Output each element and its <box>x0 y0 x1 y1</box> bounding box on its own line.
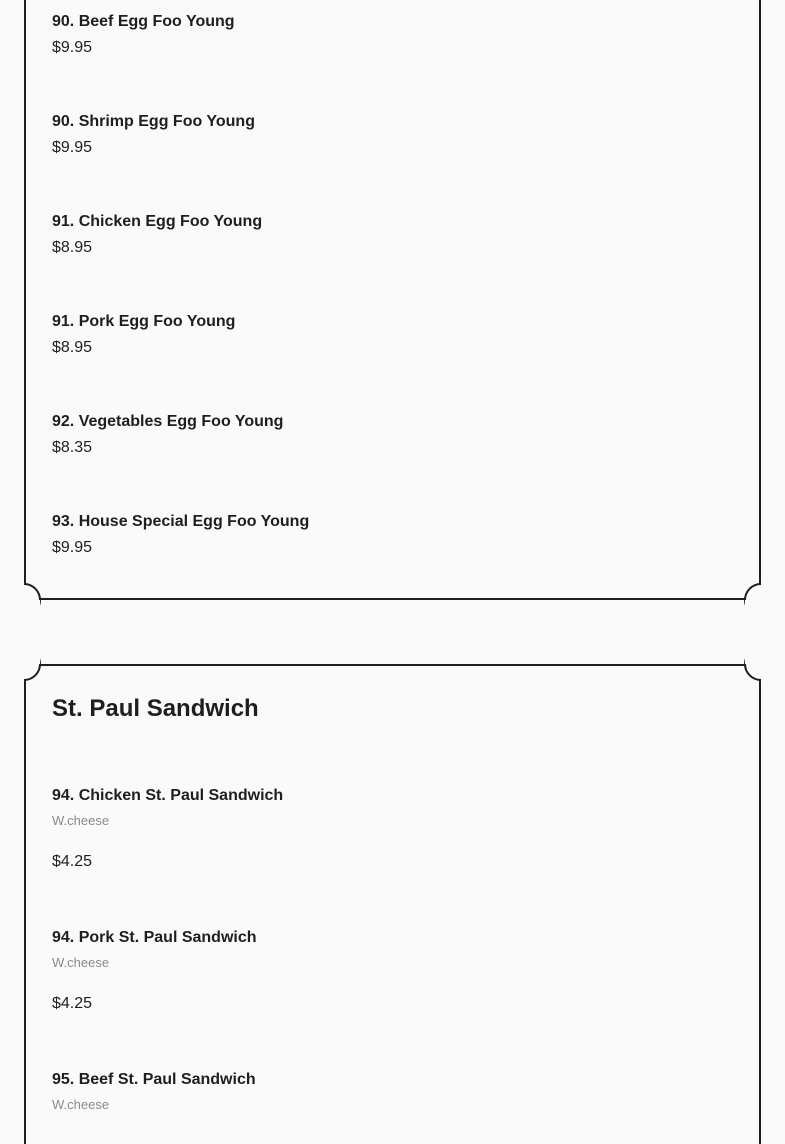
notch-mask <box>4 644 24 684</box>
item-price: $9.95 <box>52 139 93 156</box>
item-description: W.cheese <box>52 813 110 828</box>
menu-item[interactable] <box>52 312 235 358</box>
item-name: 90. Shrimp Egg Foo Young <box>52 113 255 130</box>
item-price: $9.95 <box>52 39 93 56</box>
item-description: W.cheese <box>52 1097 110 1112</box>
menu-item[interactable] <box>52 412 283 458</box>
st-paul-sandwich-section <box>24 664 761 1144</box>
menu-item[interactable] <box>52 112 255 158</box>
notch-mask <box>761 580 781 620</box>
item-name: 91. Pork Egg Foo Young <box>52 313 236 330</box>
notch-mask <box>24 644 40 664</box>
item-price: $4.25 <box>52 853 93 870</box>
item-name: 91. Chicken Egg Foo Young <box>52 213 263 230</box>
item-name: 92. Vegetables Egg Foo Young <box>52 413 284 430</box>
menu-item[interactable] <box>52 1070 256 1114</box>
menu-item[interactable] <box>52 12 235 58</box>
item-price: $8.35 <box>52 439 93 456</box>
item-price: $8.95 <box>52 339 93 356</box>
notch-mask <box>761 644 781 684</box>
section-title: St. Paul Sandwich <box>52 695 259 722</box>
egg-foo-young-section <box>24 0 761 600</box>
menu-item[interactable] <box>52 512 309 558</box>
notch-mask <box>745 600 761 620</box>
menu-item[interactable] <box>52 212 262 258</box>
menu-item[interactable] <box>52 786 283 872</box>
item-name: 95. Beef St. Paul Sandwich <box>52 1071 256 1088</box>
notch-mask <box>4 580 24 620</box>
notch-mask <box>24 600 40 620</box>
item-price: $8.95 <box>52 239 93 256</box>
notch-mask <box>745 644 761 664</box>
item-description: W.cheese <box>52 955 110 970</box>
item-name: 94. Chicken St. Paul Sandwich <box>52 787 284 804</box>
item-name: 90. Beef Egg Foo Young <box>52 13 235 30</box>
item-price: $4.25 <box>52 995 93 1012</box>
item-name: 94. Pork St. Paul Sandwich <box>52 929 257 946</box>
menu-item[interactable] <box>52 928 257 1014</box>
item-price: $9.95 <box>52 539 93 556</box>
item-name: 93. House Special Egg Foo Young <box>52 513 310 530</box>
